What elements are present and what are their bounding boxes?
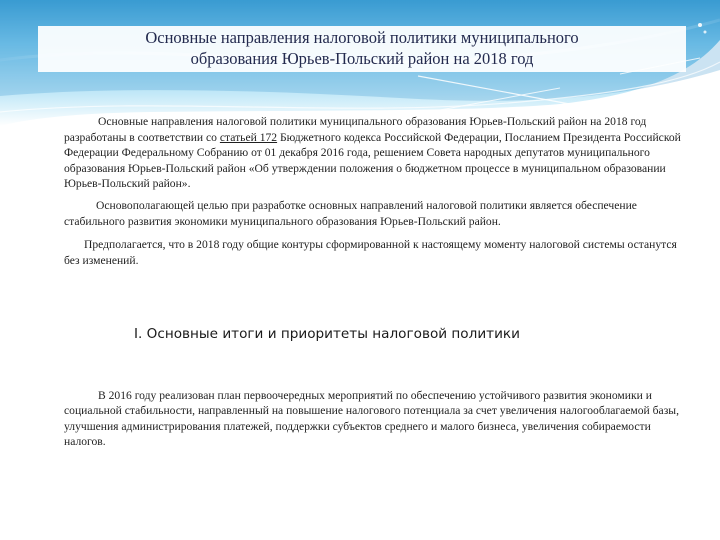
section-heading: I. Основные итоги и приоритеты налоговой политики bbox=[134, 326, 520, 342]
intro-text-end: Бюджетного кодекса Российской Федерации, Посланием Президента Российской Федерации Федеральному Собранию от 01 декабря 2016 года, решением Совета народных депутатов муниципального образования Юрьев-Польский район «Об утверждении положения о бюджетном процессе в муниципальном образовании Юрьев-Польский район». bbox=[64, 130, 681, 191]
paragraph-forecast: Предполагается, что в 2018 году общие контуры сформированной к настоящему моменту налоговой системы останутся без изменений. bbox=[64, 238, 677, 267]
paragraph-goal: Основополагающей целью при разработке основных направлений налоговой политики является обеспечение стабильного развития экономики муниципального образования Юрьев-Польский район. bbox=[64, 198, 637, 228]
intro-text-start: Основные направления налоговой политики муниципального образования Юрьев-Польский район на 2018 год разработаны в соответствии со bbox=[64, 115, 647, 144]
document-body bbox=[64, 114, 686, 268]
paragraph-intro bbox=[64, 114, 686, 192]
page-title bbox=[38, 27, 686, 69]
title-line-1: Основные направления налоговой политики муниципального bbox=[145, 28, 579, 47]
paragraph-results: В 2016 году реализован план первоочередных мероприятий по обеспечению устойчивого развития экономики и социальной стабильности, направленный на повышение налогового потенциала за счет увеличения налогооблагаемой базы, улучшения администрирования платежей, поддержки субъектов среднего и малого бизнеса, увеличения собираемости налогов. bbox=[64, 388, 679, 449]
article-172-link[interactable]: статьей 172 bbox=[219, 130, 278, 144]
title-line-2: образования Юрьев-Польский район на 2018 год bbox=[190, 49, 534, 68]
